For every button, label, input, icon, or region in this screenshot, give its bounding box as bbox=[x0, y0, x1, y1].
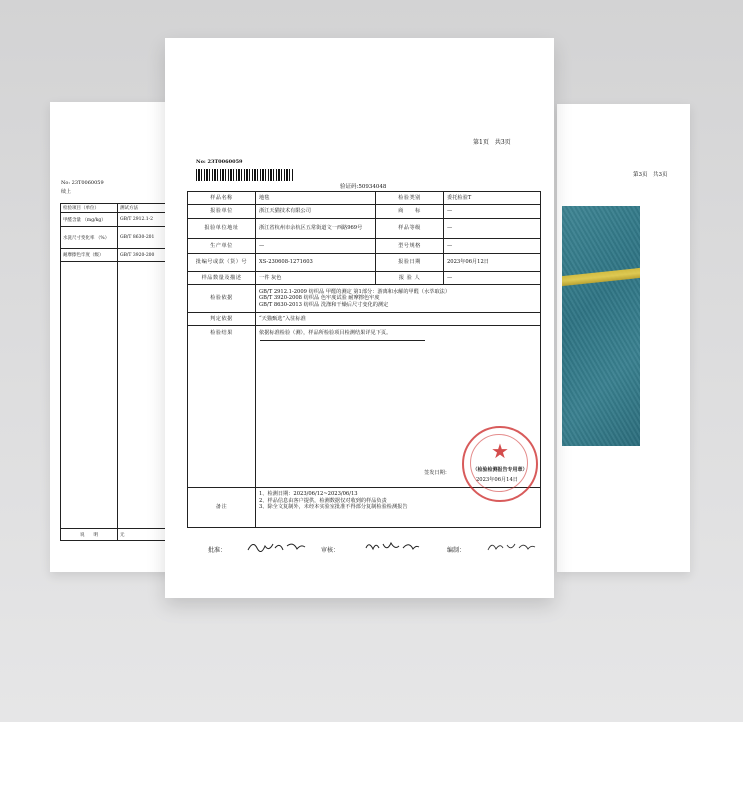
left-continued: 续上 bbox=[61, 189, 72, 195]
compile-label: 编制： bbox=[447, 547, 466, 554]
seal-text: （检验检测报告专用章） bbox=[472, 467, 528, 473]
remark-item: 1、检测日期：2023/06/12~2023/06/13 bbox=[259, 491, 358, 497]
field-label: 检验类别 bbox=[376, 192, 444, 205]
report-page-3 bbox=[557, 104, 690, 572]
table-row bbox=[61, 529, 174, 541]
field-value: — bbox=[444, 272, 541, 285]
field-value: 一件 灰色 bbox=[256, 272, 376, 285]
report-no: No: 23T0060059 bbox=[196, 159, 243, 165]
note-label: 说 明 bbox=[61, 529, 118, 541]
report-page-1 bbox=[165, 38, 554, 598]
approve-signature bbox=[245, 538, 307, 556]
table-cell: 耐摩擦色牢度（级） bbox=[61, 249, 118, 262]
field-value: XS-230608-1271603 bbox=[256, 254, 376, 272]
table-row bbox=[61, 249, 174, 262]
issue-label: 签发日期： bbox=[424, 470, 450, 476]
field-value: “天猫甄选”入驻标准 bbox=[256, 313, 541, 326]
result-text: 依据标准检验（测），样品所检验项目检测结果详见下页。 bbox=[259, 330, 392, 336]
table-row bbox=[188, 219, 541, 239]
barcode-icon bbox=[196, 169, 294, 181]
basis-list bbox=[256, 285, 541, 313]
field-label: 报验日期 bbox=[376, 254, 444, 272]
table-row bbox=[188, 205, 541, 219]
field-label: 检验依据 bbox=[188, 285, 256, 313]
field-label: 生产单位 bbox=[188, 239, 256, 254]
field-label: 样品等级 bbox=[376, 219, 444, 239]
table-header: 测试方法 bbox=[118, 204, 174, 213]
table-cell bbox=[61, 262, 118, 529]
field-label: 报验单位 bbox=[188, 205, 256, 219]
table-row bbox=[188, 192, 541, 205]
field-label: 检验结果 bbox=[188, 326, 256, 488]
result-underline bbox=[260, 340, 425, 341]
table-header: 检验项目（单位） bbox=[61, 204, 118, 213]
field-label: 商 标 bbox=[376, 205, 444, 219]
table-row bbox=[61, 204, 174, 213]
field-value: — bbox=[444, 219, 541, 239]
note-value: 无 bbox=[118, 529, 174, 541]
table-row bbox=[188, 254, 541, 272]
field-label: 判定依据 bbox=[188, 313, 256, 326]
report-page-2 bbox=[50, 102, 173, 572]
left-table bbox=[60, 203, 174, 541]
table-cell: GB/T 8630-201 bbox=[118, 227, 174, 249]
table-cell: 甲醛含量 （mg/kg） bbox=[61, 213, 118, 227]
remark-item: 3、除全文复制外，未经本实验室批准不得部分复制检验检测报告 bbox=[259, 504, 408, 510]
official-seal bbox=[462, 426, 538, 502]
table-row bbox=[188, 313, 541, 326]
table-row bbox=[61, 262, 174, 529]
field-value: — bbox=[444, 239, 541, 254]
field-value: — bbox=[444, 205, 541, 219]
table-row bbox=[61, 227, 174, 249]
issue-date: 2023年06月14日 bbox=[476, 476, 518, 483]
basis-item: GB/T 8630-2013 纺织品 洗涤和干燥后尺寸变化的测定 bbox=[259, 301, 389, 308]
field-label: 样品数量及描述 bbox=[188, 272, 256, 285]
seal-star-icon: ★ bbox=[491, 439, 509, 463]
field-value: 地毯 bbox=[256, 192, 376, 205]
table-row bbox=[61, 213, 174, 227]
fabric-sample-photo bbox=[562, 206, 640, 446]
table-row bbox=[188, 285, 541, 313]
basis-item: GB/T 2912.1-2009 纺织品 甲醛的测定 第1部分：游离和水解的甲醛（水萃取法） bbox=[259, 288, 451, 295]
review-label: 审核： bbox=[321, 547, 340, 554]
approve-label: 批准： bbox=[208, 547, 227, 554]
review-signature bbox=[363, 538, 421, 556]
field-value: 委托检验T bbox=[444, 192, 541, 205]
table-cell: GB/T 2912.1-2 bbox=[118, 213, 174, 227]
table-row bbox=[188, 272, 541, 285]
field-label: 备注 bbox=[188, 488, 256, 528]
field-value: 浙江省杭州市余杭区五常街道文一西路969号 bbox=[256, 219, 376, 239]
page-info: 第1页 共3页 bbox=[473, 139, 511, 146]
field-label: 批编号或款（货）号 bbox=[188, 254, 256, 272]
table-cell: 水洗尺寸变化率 （%） bbox=[61, 227, 118, 249]
field-label: 样品名称 bbox=[188, 192, 256, 205]
field-value: 2023年06月12日 bbox=[444, 254, 541, 272]
field-label: 报验单位地址 bbox=[188, 219, 256, 239]
left-report-no: No: 23T0060059 bbox=[61, 180, 104, 186]
remark-item: 2、样品信息由客户提供，检测数据仅对收到的样品负责 bbox=[259, 497, 387, 504]
table-cell: GB/T 3920-200 bbox=[118, 249, 174, 262]
field-label: 型号规格 bbox=[376, 239, 444, 254]
field-value: 浙江天猫技术有限公司 bbox=[256, 205, 376, 219]
field-label: 报 验 人 bbox=[376, 272, 444, 285]
field-value: — bbox=[256, 239, 376, 254]
right-page-info: 第3页 共3页 bbox=[633, 172, 668, 178]
compile-signature bbox=[485, 538, 537, 556]
table-row bbox=[188, 239, 541, 254]
verify-code: 验证码:50934048 bbox=[340, 184, 387, 190]
basis-item: GB/T 3920-2008 纺织品 色牢度试验 耐摩擦色牢度 bbox=[259, 295, 380, 302]
